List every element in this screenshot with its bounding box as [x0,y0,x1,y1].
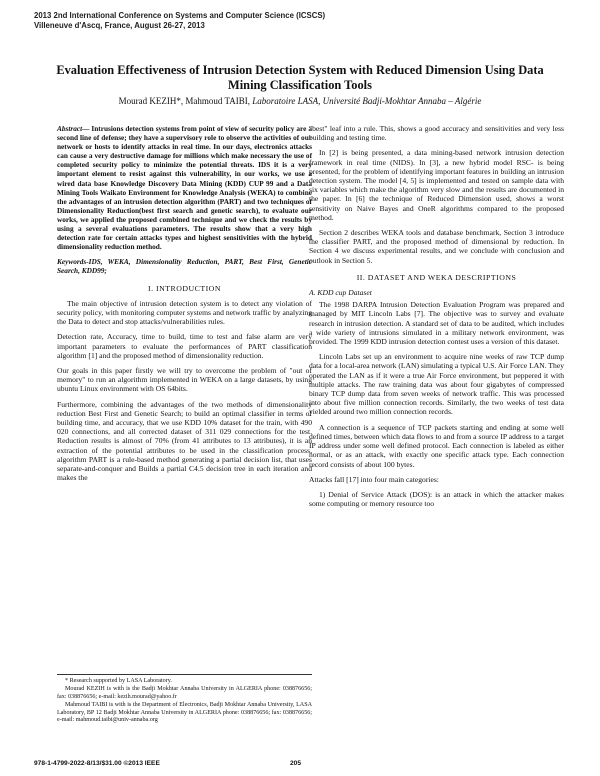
subsection-heading-kdd: A. KDD cup Dataset [309,288,372,298]
author-line: Mourad KEZIH*, Mahmoud TAIBI, Laboratoire LASA, Université Badji-Mokhtar Annaba – Algérie [118,96,482,106]
right-column [309,124,564,514]
kdd-paragraph-5: 1) Denial of Service Attack (DOS): is an attack in which the attacker makes some computing or memory resource too [309,489,564,509]
intro-paragraph-2: Detection rate, Accuracy, time to build, time to test and false alarm are very important parameters to evaluate the performances of PART classification algorithm [1] and the proposed method of dimensionality reduction. [57,332,312,360]
footnote-2: Mourad KEZIH is with is the Badji Mokhtar Annaba University in ALGERIA phone: 038876656; fax: 038876656; e-mail: kezih.mourad@yahoo.fr [57,686,312,700]
conference-line-2: Villeneuve d'Ascq, France, August 26-27, 2013 [34,21,205,30]
kdd-paragraph-1: The 1998 DARPA Intrusion Detection Evaluation Program was prepared and managed by MIT Lincoln Labs [7]. The objective was to survey and evaluate research in intrusion detection. A standard set of data to be audited, which includes a wide variety of intrusions simulated in a military network environment, was provided. The 1999 KDD intrusion detection contest uses a version of this dataset. [309,300,564,347]
keywords [57,257,312,275]
conference-line-1: 2013 2nd International Conference on Systems and Computer Science (ICSCS) [34,11,326,20]
conference-header [34,11,574,31]
footnote-1: * Research supported by LASA Laboratory. [65,678,172,684]
section-heading-introduction: I. INTRODUCTION [148,283,221,293]
kdd-paragraph-4: Attacks fall [17] into four main categories: [309,474,439,484]
author-affiliation: Laboratoire LASA, Université Badji-Mokhtar Annaba – Algérie [252,96,482,106]
abstract [57,124,312,251]
right-paragraph-1: "best" leaf into a rule. This, shows a good accuracy and sensitivities and very less building and testing time. [309,124,564,143]
kdd-paragraph-3: A connection is a sequence of TCP packets starting and ending at some well defined times, between which data flows to and from a source IP address to a target IP address under some well defined protocol. Each connection is labeled as either normal, or as an attack, with exactly one specific attack type. Each connection record consists of about 100 bytes. [309,422,564,469]
left-column [57,124,312,488]
page-number: 205 [290,760,302,767]
abstract-text: — Intrusions detection systems from point of view of security policy are a second line of defense; they have a supervisory role to observe the activities of our network or hosts to identify attacks in real time. In our days, electronics attacks can cause a very destructive damage for millions which make necessary the use of completed security policy to minimize the potential threats. IDS it is a very important element to resist against this vulnerability, in our works, we use a wired data base Knowledge Discovery Data Mining (KDD) CUP 99 and a Data Mining Tools Waikato Environment for Knowledge Analysis (WEKA) to combine the advantages of an intrusion detection algorithm (PART) and two techniques of Dimensionality Reduction(best first search and genetic search), to evaluate our works, we applied the proposed combined technique and we check the results by using a several evaluations parameters. The results show that a very high detection rate for certain attacks types and highest sensitivities with the hybrid dimensionality reduction method. [57,124,312,252]
intro-paragraph-3: Our goals in this paper firstly we will try to overcome the problem of "out of memory" to run an algorithm implemented in WEKA on a large datasets, by using ubuntu Linux environment with OS 64bits. [57,365,312,394]
keywords-label: Keywords- [57,257,89,267]
footnotes [57,674,312,725]
abstract-label: Abstract [57,124,83,133]
footnote-3: Mahmoud TAIBI is with is the Department of Electronics, Badji Mokhtar Annaba University, LASA Laboratory, BP 12 Badji Mokhtar Annaba University in ALGERIA phone: 038876656; fax: 038876656; e-mail: mahmoud.taibi@univ-annaba.org [57,702,312,724]
right-paragraph-2: In [2] is being presented, a data mining-based network intrusion detection framework in real time (NIDS). In [3], a new hybrid model RSC- is being presented, for the problem of identifying important features in building an intrusion detection system. The model [4, 5] is implemented and tested on sample data with six variables which make the algorithm very slow and the results are documented in the paper. In [6] the technique of Reduced Dimension used, shows a worst sensitivity on Naive Bayes and OneR algorithms compared to the proposed method. [309,148,564,222]
kdd-paragraph-2: Lincoln Labs set up an environment to acquire nine weeks of raw TCP dump data for a local-area network (LAN) simulating a typical U.S. Air Force LAN. They operated the LAN as if it were a true Air Force environment, but peppered it with multiple attacks. The raw training data was about four gigabytes of compressed binary TCP dump data from seven weeks of network traffic. This was processed into about five million connection records. Similarly, the two weeks of test data yielded around two million connection records. [309,352,564,417]
section-heading-dataset: II. DATASET AND WEKA DESCRIPTIONS [356,272,517,282]
paper-title: Evaluation Effectiveness of Intrusion Detection System with Reduced Dimension Using Data Mining Classification Tools [56,63,544,92]
keywords-text: IDS, WEKA, Dimensionality Reduction, PART, Best First, Genetic Search, KDD99; [57,257,312,276]
intro-paragraph-1: The main objective of intrusion detection system is to detect any violation of security policy, with monitoring computer systems and network traffic by analyzing the Data to detect and stop attacks/vulnerabilities rules. [57,298,312,327]
intro-paragraph-4: Furthermore, combining the advantages of the two methods of dimensionality reduction Best First and Genetic Search; to build an optimal classifier in terms of building time, and accuracy, that we use KDD 10% dataset for the train, with 490 020 connections, and all corrected dataset of 311 029 connections for the test. Reduction results is almost of 70% (from 41 attributes to 13 attributes), it is an extraction of the potential attributes to be used in the classification process, algorithm PART is a rule-based method generating a partial decision list, that uses separate-and-conquer and Builds a partial C4.5 decision tree in each iteration and makes the [57,399,312,483]
isbn-footer: 978-1-4799-2022-8/13/$31.00 ©2013 IEEE [34,760,160,767]
author-names: Mourad KEZIH*, Mahmoud TAIBI [118,96,248,106]
right-paragraph-3: Section 2 describes WEKA tools and database benchmark, Section 3 introduce the classifier PART, and the proposed method of dimensional by reduction. In Section 4 we discuss experimental results, and we conclude with conclusion and outlook in Section 5. [309,228,564,265]
